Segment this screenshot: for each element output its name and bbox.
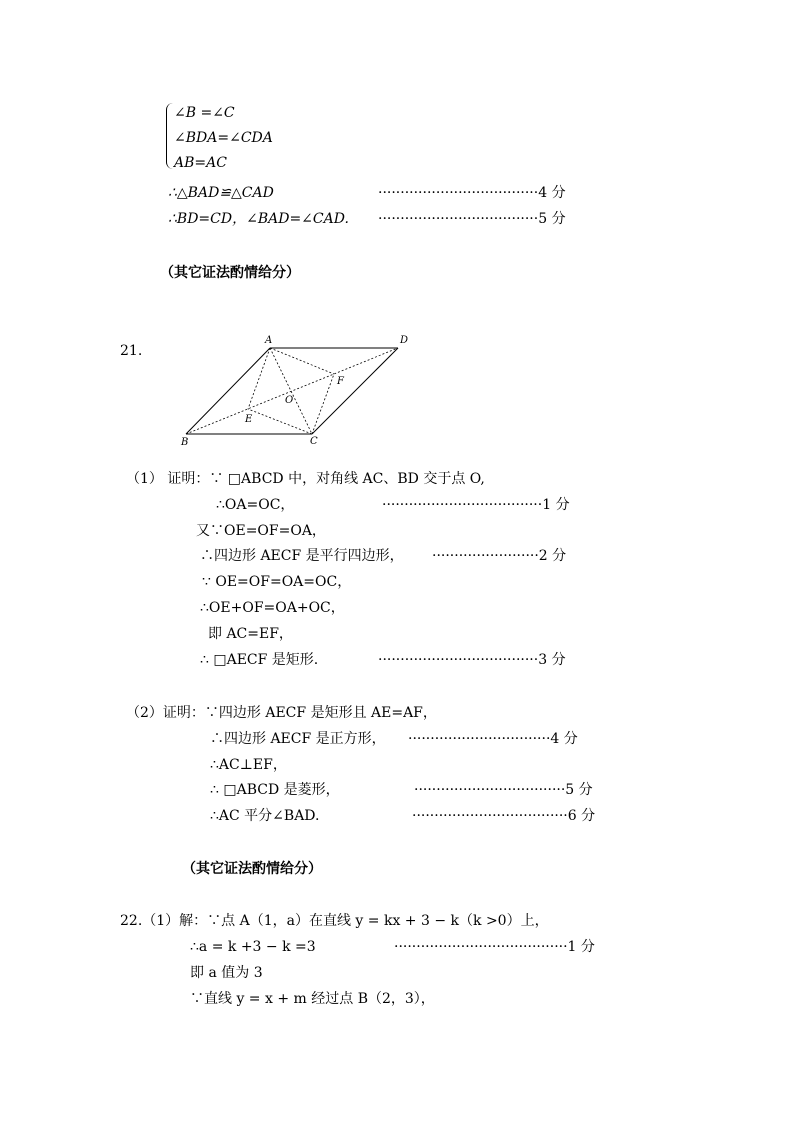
edge-cd (312, 348, 398, 434)
segment-cf (312, 374, 334, 434)
edge-ab (186, 348, 270, 434)
segment-ce (248, 409, 312, 434)
p2-line-3: ∴AC⊥EF， (210, 757, 287, 773)
segment-af (270, 348, 334, 374)
p1-line-5: ∵ OE=OF=OA=OC， (202, 574, 352, 590)
p1-line-8: ∴ □AECF 是矩形. (200, 652, 319, 668)
label-o: O (285, 395, 294, 406)
label-a: A (265, 335, 273, 346)
equation-ab-ac: AB=AC (174, 155, 227, 171)
diagonal-bd (186, 348, 398, 434)
label-f: F (337, 376, 344, 387)
q22-line-2: ∴a = k +3 − k =3 (190, 939, 316, 955)
score-3: ····································3 分 (378, 652, 566, 668)
parallelogram-diagram (172, 332, 412, 452)
score-6: ···································6 分 (412, 808, 596, 824)
p2-line-1: （2）证明：∵四边形 AECF 是矩形且 AE=AF， (126, 705, 437, 721)
score-5: ····································5 分 (378, 211, 566, 227)
label-b: B (181, 437, 189, 448)
p2-line-5: ∴AC 平分∠BAD. (210, 808, 320, 824)
p1-line-4: ∴四边形 AECF 是平行四边形， (200, 548, 404, 564)
q22-line-4: ∵直线 y = x + m 经过点 B（2，3）， (190, 991, 435, 1007)
score-5b: ··································5 分 (414, 782, 593, 798)
p1-line-2: ∴OA=OC， (216, 497, 295, 513)
label-c: C (310, 436, 318, 447)
system-brace (166, 103, 173, 169)
score-1: ····································1 分 (382, 497, 570, 513)
q22-line-1: 22.（1）解：∵点 A（1，a）在直线 y = kx + 3 − k（k >0）上， (120, 913, 549, 929)
p1-line-3: 又∵OE=OF=OA， (196, 523, 326, 539)
other-proof-note-2: （其它证法酌情给分） (182, 861, 322, 877)
question-number-21: 21. (120, 343, 143, 359)
segment-ae (248, 348, 270, 409)
label-d: D (400, 335, 409, 346)
conclusion-line: ∴BD=CD，∠BAD=∠CAD. (168, 211, 349, 227)
p1-line-6: ∴OE+OF=OA+OC， (200, 600, 345, 616)
p1-line-7: 即 AC=EF， (208, 626, 293, 642)
other-proof-note-1: （其它证法酌情给分） (160, 265, 300, 281)
congruence-line: ∴△BAD≌△CAD (168, 185, 274, 201)
equation-angle-bda: ∠BDA=∠CDA (174, 130, 273, 146)
p2-line-4: ∴ □ABCD 是菱形， (210, 782, 340, 798)
equation-angle-b: ∠B =∠C (174, 105, 235, 121)
score-4b: ································4 分 (408, 731, 578, 747)
p1-line-1: （1） 证明：∵ □ABCD 中，对角线 AC、BD 交于点 O, (126, 471, 485, 487)
score-2: ························2 分 (432, 548, 567, 564)
score-1c: ·······································1 分 (394, 939, 595, 955)
label-e: E (245, 414, 253, 425)
q22-line-3: 即 a 值为 3 (190, 965, 263, 981)
p2-line-2: ∴四边形 AECF 是正方形， (210, 731, 386, 747)
score-4: ····································4 分 (378, 185, 566, 201)
